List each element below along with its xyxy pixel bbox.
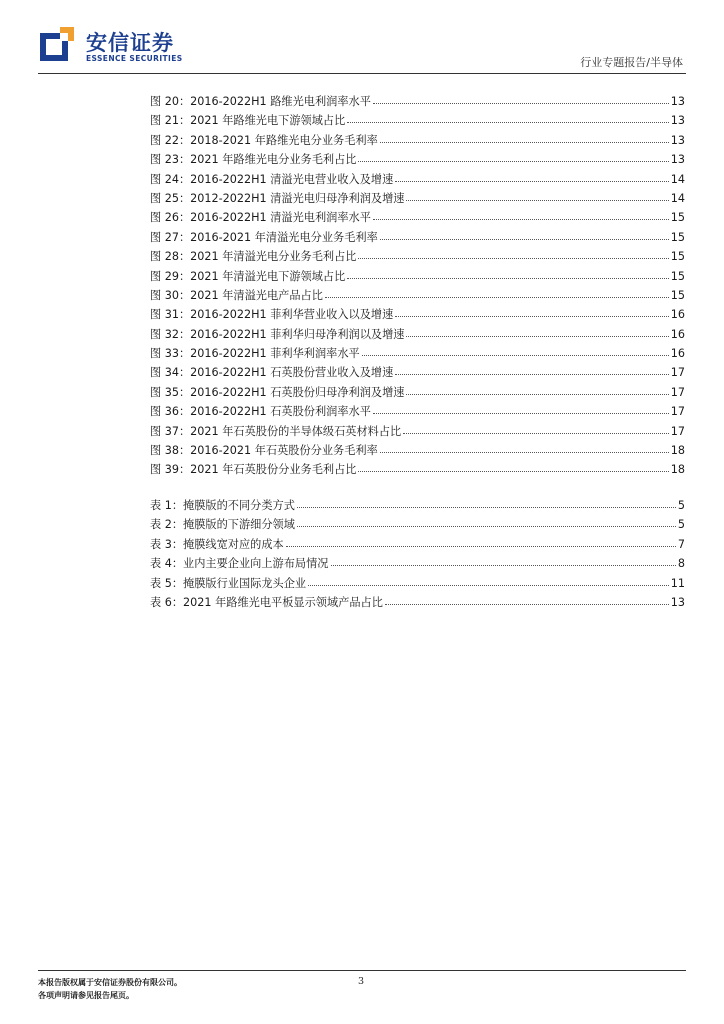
toc-entry-label: 图 28：2021 年清溢光电分业务毛利占比 bbox=[150, 250, 357, 264]
toc-entry[interactable] bbox=[150, 552, 685, 571]
toc-entry[interactable] bbox=[150, 168, 685, 187]
logo-text-en: ESSENCE SECURITIES bbox=[86, 54, 183, 63]
dot-leader bbox=[380, 225, 669, 240]
toc-entry-page: 17 bbox=[670, 366, 685, 380]
dot-leader bbox=[358, 147, 668, 162]
dot-leader bbox=[347, 108, 668, 123]
toc-entry[interactable] bbox=[150, 572, 685, 591]
toc-entry[interactable] bbox=[150, 342, 685, 361]
toc-entry-label: 图 34：2016-2022H1 石英股份营业收入及增速 bbox=[150, 366, 394, 380]
toc-entry-label: 图 27：2016-2021 年清溢光电分业务毛利率 bbox=[150, 230, 378, 244]
toc-entry-label: 图 20：2016-2022H1 路维光电利润率水平 bbox=[150, 95, 371, 108]
dot-leader bbox=[358, 457, 668, 472]
toc-entry-label: 表 3：掩膜线宽对应的成本 bbox=[150, 537, 284, 551]
toc-entry-page: 15 bbox=[670, 211, 685, 225]
toc-entry[interactable] bbox=[150, 148, 685, 167]
toc-entry-page: 15 bbox=[670, 288, 685, 302]
figure-list bbox=[150, 90, 685, 478]
toc-entry-label: 图 37：2021 年石英股份的半导体级石英材料占比 bbox=[150, 424, 402, 438]
toc-entry-page: 16 bbox=[670, 308, 685, 322]
toc-entry-label: 表 5：掩膜版行业国际龙头企业 bbox=[150, 576, 307, 590]
toc-entry-label: 表 6：2021 年路维光电平板显示领域产品占比 bbox=[150, 595, 383, 609]
toc-entry[interactable] bbox=[150, 513, 685, 532]
toc-entry-label: 图 21：2021 年路维光电下游领域占比 bbox=[150, 114, 346, 128]
toc-entry[interactable] bbox=[150, 129, 685, 148]
toc-entry-page: 13 bbox=[670, 153, 685, 167]
toc-entry-page: 14 bbox=[670, 191, 685, 205]
toc-entry-page: 18 bbox=[670, 463, 685, 477]
toc-entry-page: 18 bbox=[670, 444, 685, 458]
dot-leader bbox=[325, 283, 669, 298]
toc-entry-page: 16 bbox=[670, 347, 685, 361]
toc-entry-label: 图 35：2016-2022H1 石英股份归母净利润及增速 bbox=[150, 385, 405, 399]
dot-leader bbox=[373, 399, 669, 414]
toc-entry-label: 表 2：掩膜版的下游细分领域 bbox=[150, 518, 295, 532]
toc-entry-page: 15 bbox=[670, 250, 685, 264]
dot-leader bbox=[380, 128, 669, 143]
toc-entry-label: 图 33：2016-2022H1 菲利华利润率水平 bbox=[150, 347, 360, 361]
toc-entry-label: 图 38：2016-2021 年石英股份分业务毛利率 bbox=[150, 444, 378, 458]
dot-leader bbox=[297, 493, 676, 508]
dot-leader bbox=[385, 590, 669, 605]
toc-entry[interactable] bbox=[150, 265, 685, 284]
table-list bbox=[150, 494, 685, 610]
essence-logo-icon bbox=[40, 27, 74, 61]
toc-entry-label: 图 24：2016-2022H1 清溢光电营业收入及增速 bbox=[150, 172, 394, 186]
report-category: 行业专题报告/半导体 bbox=[580, 56, 683, 69]
toc-entry[interactable] bbox=[150, 187, 685, 206]
toc-entry-label: 图 31：2016-2022H1 菲利华营业收入以及增速 bbox=[150, 308, 394, 322]
toc-entry-page: 16 bbox=[670, 327, 685, 341]
copyright-notice: 本报告版权属于安信证券股份有限公司。 bbox=[38, 978, 182, 987]
toc-entry-page: 8 bbox=[677, 557, 685, 571]
toc-entry-page: 13 bbox=[670, 95, 685, 108]
toc-entry[interactable] bbox=[150, 284, 685, 303]
disclaimer-notice: 各项声明请参见报告尾页。 bbox=[38, 991, 134, 1000]
toc-entry[interactable] bbox=[150, 303, 685, 322]
toc-entry-label: 图 32：2016-2022H1 菲利华归母净利润以及增速 bbox=[150, 327, 405, 341]
toc-entry-page: 17 bbox=[670, 405, 685, 419]
dot-leader bbox=[331, 551, 676, 566]
dot-leader bbox=[308, 571, 669, 586]
toc-entry-label: 图 29：2021 年清溢光电下游领域占比 bbox=[150, 269, 346, 283]
toc-entry-page: 17 bbox=[670, 385, 685, 399]
dot-leader bbox=[395, 302, 668, 317]
footer-divider bbox=[38, 970, 686, 971]
page-number: 3 bbox=[358, 976, 365, 987]
toc-entry-page: 13 bbox=[670, 133, 685, 147]
dot-leader bbox=[395, 360, 668, 375]
toc-entry[interactable] bbox=[150, 494, 685, 513]
toc-entry-label: 图 23：2021 年路维光电分业务毛利占比 bbox=[150, 153, 357, 167]
toc-entry[interactable] bbox=[150, 90, 685, 109]
toc-entry[interactable] bbox=[150, 361, 685, 380]
dot-leader bbox=[286, 532, 676, 547]
toc-entry-page: 17 bbox=[670, 424, 685, 438]
toc-entry-label: 图 26：2016-2022H1 清溢光电利润率水平 bbox=[150, 211, 371, 225]
toc-entry-label: 图 39：2021 年石英股份分业务毛利占比 bbox=[150, 463, 357, 477]
toc-entry-page: 13 bbox=[670, 595, 685, 609]
company-logo bbox=[40, 27, 190, 67]
toc-entry[interactable] bbox=[150, 381, 685, 400]
toc-entry[interactable] bbox=[150, 533, 685, 552]
toc-entry-page: 5 bbox=[677, 518, 685, 532]
toc-entry-label: 表 4：业内主要企业向上游布局情况 bbox=[150, 557, 329, 571]
dot-leader bbox=[362, 341, 669, 356]
toc-entry-label: 表 1：掩膜版的不同分类方式 bbox=[150, 499, 295, 512]
toc-entry-label: 图 36：2016-2022H1 石英股份利润率水平 bbox=[150, 405, 371, 419]
toc-entry-page: 13 bbox=[670, 114, 685, 128]
dot-leader bbox=[373, 205, 669, 220]
toc-entry[interactable] bbox=[150, 206, 685, 225]
toc-entry-page: 5 bbox=[677, 499, 685, 512]
dot-leader bbox=[347, 264, 668, 279]
toc-entry-page: 15 bbox=[670, 269, 685, 283]
toc-entry-page: 15 bbox=[670, 230, 685, 244]
toc-entry[interactable] bbox=[150, 420, 685, 439]
logo-text-cn: 安信证券 bbox=[86, 31, 174, 55]
dot-leader bbox=[380, 438, 669, 453]
dot-leader bbox=[373, 89, 669, 104]
toc-entry[interactable] bbox=[150, 591, 685, 610]
dot-leader bbox=[406, 186, 668, 201]
dot-leader bbox=[358, 244, 668, 259]
toc-entry-label: 图 25：2012-2022H1 清溢光电归母净利润及增速 bbox=[150, 191, 405, 205]
toc-entry[interactable] bbox=[150, 439, 685, 458]
toc-entry[interactable] bbox=[150, 109, 685, 128]
toc-entry-page: 14 bbox=[670, 172, 685, 186]
dot-leader bbox=[395, 167, 668, 182]
toc-entry-label: 图 22：2018-2021 年路维光电分业务毛利率 bbox=[150, 133, 378, 147]
dot-leader bbox=[406, 380, 668, 395]
toc-entry[interactable] bbox=[150, 458, 685, 477]
toc-entry[interactable] bbox=[150, 245, 685, 264]
toc-entry[interactable] bbox=[150, 323, 685, 342]
toc-entry-page: 11 bbox=[670, 576, 685, 590]
toc-entry[interactable] bbox=[150, 400, 685, 419]
toc-entry-page: 7 bbox=[677, 537, 685, 551]
header-divider bbox=[38, 73, 686, 74]
dot-leader bbox=[403, 419, 669, 434]
toc-entry-label: 图 30：2021 年清溢光电产品占比 bbox=[150, 288, 323, 302]
dot-leader bbox=[297, 512, 676, 527]
dot-leader bbox=[406, 322, 668, 337]
toc-entry[interactable] bbox=[150, 226, 685, 245]
